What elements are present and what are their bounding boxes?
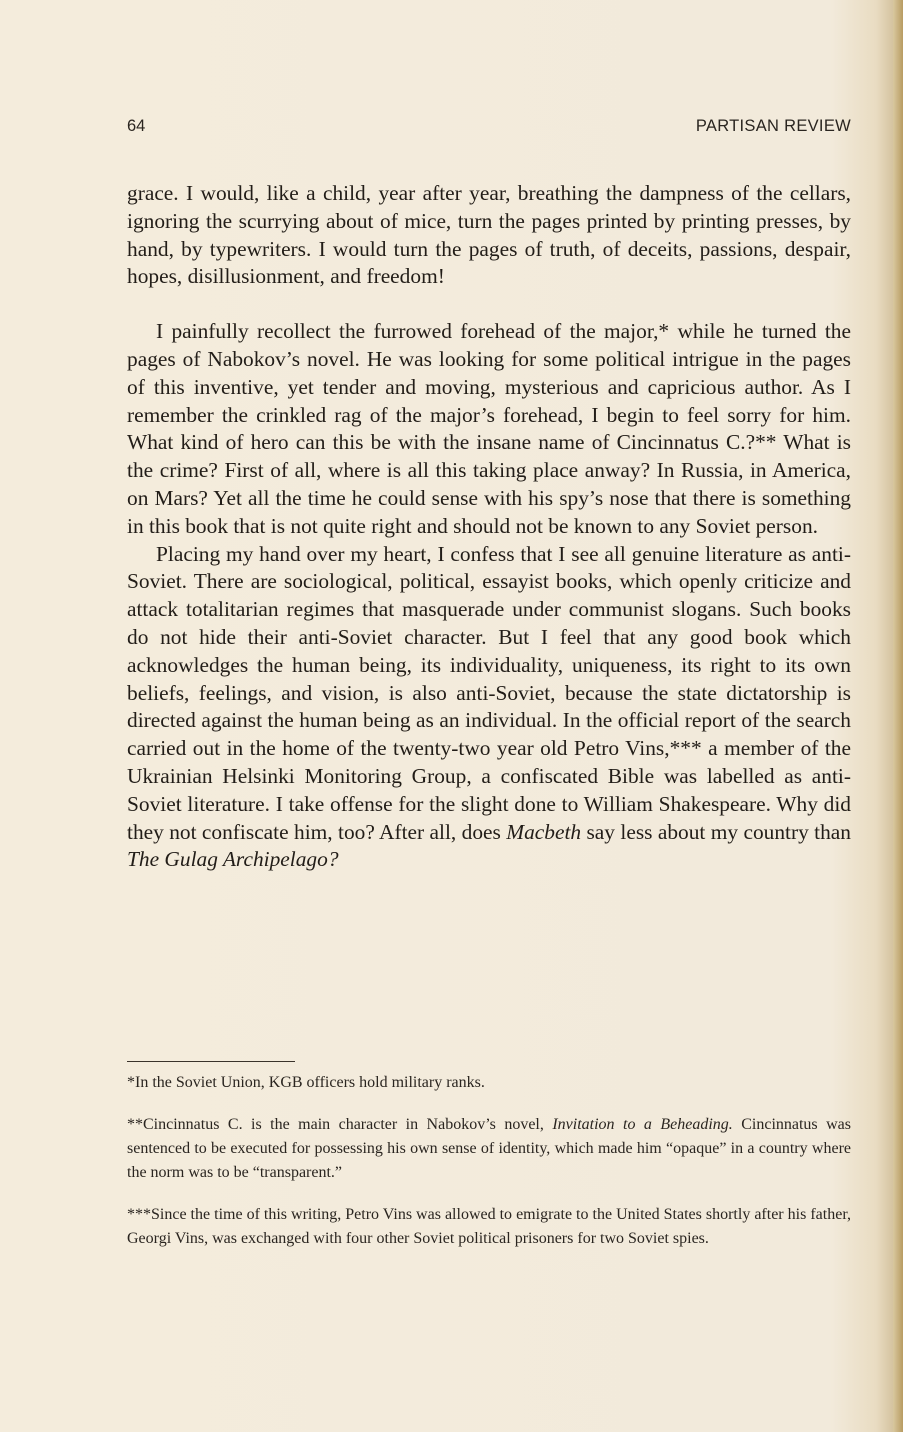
footnote-2-start: **Cincinnatus C. is the main character in Nabokov’s novel,: [127, 1116, 544, 1133]
footnote-2-end: Cincinnatus was sentenced to be executed for possessing his own sense of identity, which made him “opaque” in a country where the norm was to be “transparent.”: [127, 1116, 851, 1181]
running-head: [127, 117, 851, 139]
footnote-2: [127, 1113, 851, 1185]
footnote-rule: [127, 1061, 295, 1062]
paragraph-3-mid: say less about my country than: [586, 819, 851, 844]
paragraph-3-text: Placing my hand over my heart, I confess that I see all genuine literature as anti-Soviet. There are sociological, political, essayist books, which openly criticize and attack totalitarian regimes that masquerade under communist slogans. Such books do not hide their anti-Soviet character. But I feel that any good book which acknowledges the human being, its individuality, uniqueness, its right to its own beliefs, feelings, and vision, is also anti-Soviet, because the state dictatorship is directed against the human being as an individual. In the official report of the search carried out in the home of the twenty-two year old Petro Vins,*** a member of the Ukrainian Helsinki Monitoring Group, a confiscated Bible was labelled as anti-Soviet literature. I take offense for the slight done to William Shakespeare. Why did they not confiscate him, too? After all, does: [127, 541, 851, 844]
footnotes: [127, 1071, 851, 1269]
title-gulag-archipelago: The Gulag Archipelago?: [127, 847, 339, 872]
footnote-1: *In the Soviet Union, KGB officers hold military ranks.: [127, 1074, 485, 1091]
paragraph-2: I painfully recollect the furrowed forehead of the major,* while he turned the pages of Nabokov’s novel. He was looking for some political intrigue in the pages of this inventive, yet tender and moving, mysterious and capricious author. As I remember the crinkled rag of the major’s forehead, I begin to feel sorry for him. What kind of hero can this be with the insane name of Cincinnatus C.?** What is the crime? First of all, where is all this taking place anway? In Russia, in America, on Mars? Yet all the time he could sense with his spy’s nose that there is something in this book that is not quite right and should not be known to any Soviet person.: [127, 319, 851, 538]
paragraph-1: grace. I would, like a child, year after year, breathing the dampness of the cellars, ignoring the scurrying about of mice, turn the pages printed by printing presses, by hand, by typewriters. I would turn the pages of truth, of deceits, passions, despair, hopes, disillusionment, and freedom!: [127, 181, 851, 289]
body-text: [127, 180, 851, 874]
title-invitation-to-a-beheading: Invitation to a Beheading.: [552, 1116, 733, 1133]
footnote-3: ***Since the time of this writing, Petro Vins was allowed to emigrate to the United States shortly after his father, Georgi Vins, was exchanged with four other Soviet political prisoners for two Soviet spies.: [127, 1206, 851, 1247]
journal-title: PARTISAN REVIEW: [695, 117, 851, 135]
title-macbeth: Macbeth: [506, 819, 582, 844]
page-edge: [893, 0, 903, 1432]
page-number: 64: [127, 117, 146, 135]
paragraph-3: [127, 541, 851, 875]
